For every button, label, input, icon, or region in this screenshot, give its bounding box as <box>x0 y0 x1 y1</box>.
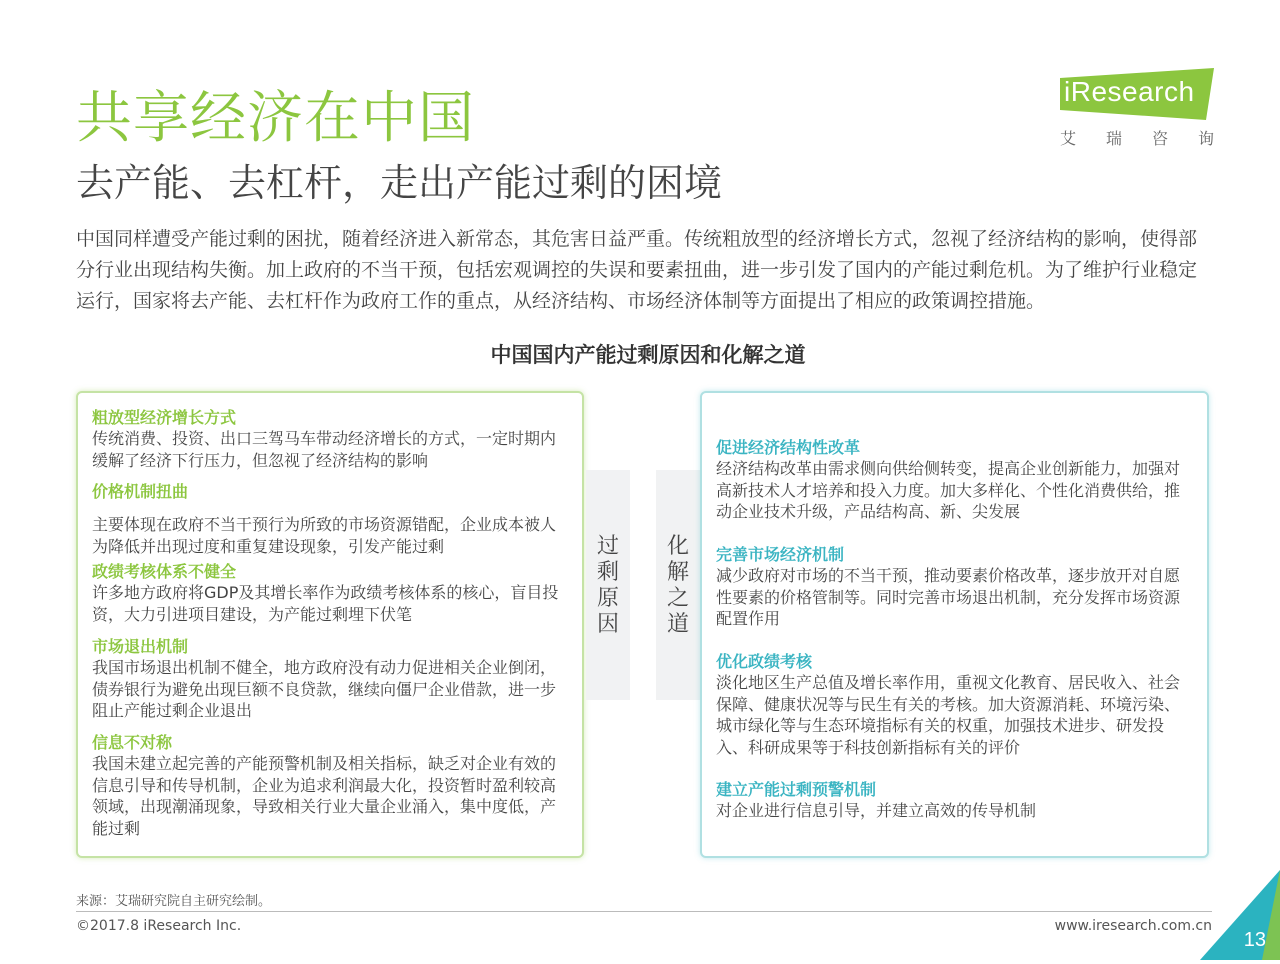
corner-triangle-icon <box>1200 870 1280 960</box>
cause-text: 主要体现在政府不当干预行为所致的市场资源错配，企业成本被人为降低并出现过度和重复建设现象，引发产能过剩 <box>92 515 557 556</box>
logo-subtitle: 艾瑞咨询 <box>1060 129 1245 148</box>
solution-item <box>716 651 1193 779</box>
source-note: 来源：艾瑞研究院自主研究绘制。 <box>76 894 272 909</box>
cause-heading: 信息不对称 <box>92 733 173 752</box>
website-url: www.iresearch.com.cn <box>1054 918 1212 934</box>
cause-text: 许多地方政府将GDP及其增长率作为政绩考核体系的核心，盲目投资，大力引进项目建设，为产能过剩埋下伏笔 <box>92 583 559 624</box>
solutions-label: 化解之道 <box>666 534 689 637</box>
solution-text: 淡化地区生产总值及增长率作用，重视文化教育、居民收入、社会保障、健康状况等与民生有关的考核。加大资源消耗、环境污染、城市绿化等与生态环境指标有关的权重，加强技术进步、研发投入、科研成果等于科技创新指标有关的评价 <box>716 673 1181 757</box>
footer-divider <box>76 911 1212 912</box>
solution-text: 经济结构改革由需求侧向供给侧转变，提高企业创新能力，加强对高新技术人才培养和投入力度。加大多样化、个性化消费供给，推动企业技术升级，产品结构高、新、尖发展 <box>716 459 1181 521</box>
solution-item <box>716 437 1193 544</box>
cause-text: 我国未建立起完善的产能预警机制及相关指标，缺乏对企业有效的信息引导和传导机制，企业为追求利润最大化，投资暂时盈利较高领域，出现潮涌现象，导致相关行业大量企业涌入，集中度低，产能过剩 <box>92 754 557 838</box>
cause-item <box>92 407 568 481</box>
causes-label: 过剩原因 <box>596 534 619 637</box>
solution-heading: 完善市场经济机制 <box>716 545 845 564</box>
diagram-title: 中国国内产能过剩原因和化解之道 <box>490 343 806 367</box>
page-corner <box>1200 870 1280 960</box>
solutions-panel <box>700 391 1209 858</box>
page-title: 共享经济在中国 <box>76 86 475 151</box>
solution-text: 对企业进行信息引导，并建立高效的传导机制 <box>716 801 1037 820</box>
solution-item <box>716 544 1193 651</box>
solution-heading: 优化政绩考核 <box>716 652 813 671</box>
cause-heading: 粗放型经济增长方式 <box>92 408 237 427</box>
cause-item <box>92 732 568 839</box>
page-subtitle: 去产能、去杠杆，走出产能过剩的困境 <box>76 161 723 205</box>
logo-text: iResearch <box>1064 76 1195 107</box>
cause-item <box>92 636 568 732</box>
page-number: 13 <box>1243 929 1266 951</box>
iresearch-logo <box>1058 68 1245 152</box>
solution-heading: 促进经济结构性改革 <box>716 438 861 457</box>
cause-item <box>92 481 568 561</box>
solution-heading: 建立产能过剩预警机制 <box>716 780 877 799</box>
solution-item <box>716 779 1193 822</box>
solution-text: 减少政府对市场的不当干预，推动要素价格改革，逐步放开对自愿性要素的价格管制等。同时完善市场退出机制，充分发挥市场资源配置作用 <box>716 566 1181 628</box>
cause-text: 传统消费、投资、出口三驾马车带动经济增长的方式，一定时期内缓解了经济下行压力，但忽视了经济结构的影响 <box>92 429 557 470</box>
cause-heading: 价格机制扭曲 <box>92 482 189 501</box>
cause-text: 我国市场退出机制不健全，地方政府没有动力促进相关企业倒闭，债券银行为避免出现巨额不良贷款，继续向僵尸企业借款，进一步阻止产能过剩企业退出 <box>92 658 557 720</box>
copyright: ©2017.8 iResearch Inc. <box>76 918 242 934</box>
intro-paragraph: 中国同样遭受产能过剩的困扰，随着经济进入新常态，其危害日益严重。传统粗放型的经济增长方式，忽视了经济结构的影响，使得部分行业出现结构失衡。加上政府的不当干预，包括宏观调控的失误和要素扭曲，进一步引发了国内的产能过剩危机。为了维护行业稳定运行，国家将去产能、去杠杆作为政府工作的重点，从经济结构、市场经济体制等方面提出了相应的政策调控措施。 <box>76 228 1198 312</box>
cause-heading: 市场退出机制 <box>92 637 189 656</box>
cause-heading: 政绩考核体系不健全 <box>92 562 237 581</box>
causes-panel <box>76 391 584 858</box>
cause-item <box>92 561 568 636</box>
